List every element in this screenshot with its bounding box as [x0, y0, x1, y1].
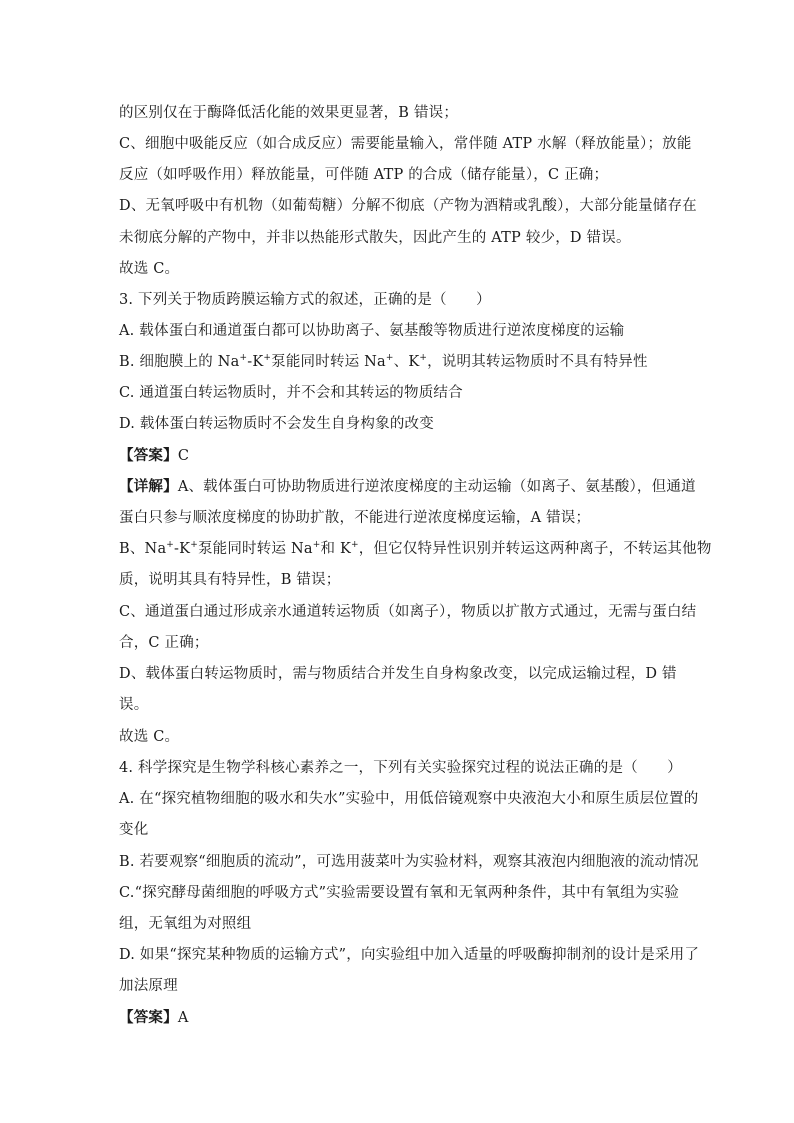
- text-line: C、通道蛋白通过形成亲水通道转运物质（如离子），物质以扩散方式通过，无需与蛋白结: [119, 604, 697, 620]
- answer-line: [119, 1008, 679, 1028]
- option-a: A. 在“探究植物细胞的吸水和失水”实验中，用低倍镜观察中央液泡大小和原生质层位置的: [119, 791, 699, 807]
- text-line: 反应（如呼吸作用）释放能量，可伴随 ATP 的合成（储存能量），C 正确；: [119, 167, 609, 183]
- answer-value: A: [177, 1010, 189, 1026]
- option-c: C. 通道蛋白转运物质时，并不会和其转运的物质结合: [119, 385, 463, 401]
- explanation-line: 【详解】A、载体蛋白可协助物质进行逆浓度梯度的主动运输（如离子、氨基酸），但通道: [119, 478, 696, 495]
- explanation-label: 【详解】: [119, 478, 178, 495]
- text-line: 故选 C。: [119, 729, 180, 745]
- text-line: B、Na+-K+泵能同时转运 Na+和 K+，但它仅特异性识别并转运这两种离子，不转运其他物: [119, 540, 712, 557]
- answer-line: [119, 446, 679, 466]
- answer-value: C: [177, 448, 190, 464]
- question-4-stem: 4. 科学探究是生物学科核心素养之一，下列有关实验探究过程的说法正确的是（ ）: [119, 760, 682, 776]
- question-3-stem: 3. 下列关于物质跨膜运输方式的叙述，正确的是（ ）: [119, 292, 491, 308]
- text-line: C、细胞中吸能反应（如合成反应）需要能量输入，常伴随 ATP 水解（释放能量）；放能: [119, 136, 692, 152]
- text-line: 误。: [119, 697, 149, 713]
- option-b: B. 细胞膜上的 Na+-K+泵能同时转运 Na+、K+，说明其转运物质时不具有特异性: [119, 353, 648, 370]
- text-line: D、载体蛋白转运物质时，需与物质结合并发生自身构象改变，以完成运输过程，D 错: [119, 666, 677, 682]
- option-d: D. 如果“探究某种物质的运输方式”，向实验组中加入适量的呼吸酶抑制剂的设计是采用了: [119, 947, 700, 963]
- text-line: 加法原理: [119, 978, 178, 994]
- answer-label: 【答案】: [119, 447, 178, 464]
- option-a: A. 载体蛋白和通道蛋白都可以协助离子、氨基酸等物质进行逆浓度梯度的运输: [119, 323, 625, 339]
- option-c: C.“探究酵母菌细胞的呼吸方式”实验需要设置有氧和无氧两种条件，其中有氧组为实验: [119, 885, 680, 901]
- option-b: B. 若要观察“细胞质的流动”，可选用菠菜叶为实验材料，观察其液泡内细胞液的流动情况: [119, 854, 699, 870]
- text-line: 变化: [119, 822, 149, 838]
- text-line: 的区别仅在于酶降低活化能的效果更显著，B 错误；: [119, 105, 459, 121]
- option-d: D. 载体蛋白转运物质时不会发生自身构象的改变: [119, 416, 434, 432]
- answer-label: 【答案】: [119, 1009, 178, 1026]
- text-line: 合，C 正确；: [119, 635, 209, 651]
- text-line: D、无氧呼吸中有机物（如葡萄糖）分解不彻底（产物为酒精或乳酸），大部分能量储存在: [119, 198, 697, 214]
- text-line: 组，无氧组为对照组: [119, 916, 252, 932]
- text-line: 未彻底分解的产物中，并非以热能形式散失，因此产生的 ATP 较少，D 错误。: [119, 230, 631, 246]
- text-line: 蛋白只参与顺浓度梯度的协助扩散，不能进行逆浓度梯度运输，A 错误；: [119, 510, 591, 526]
- text-line: 故选 C。: [119, 261, 180, 277]
- text-line: 质，说明其具有特异性，B 错误；: [119, 572, 341, 588]
